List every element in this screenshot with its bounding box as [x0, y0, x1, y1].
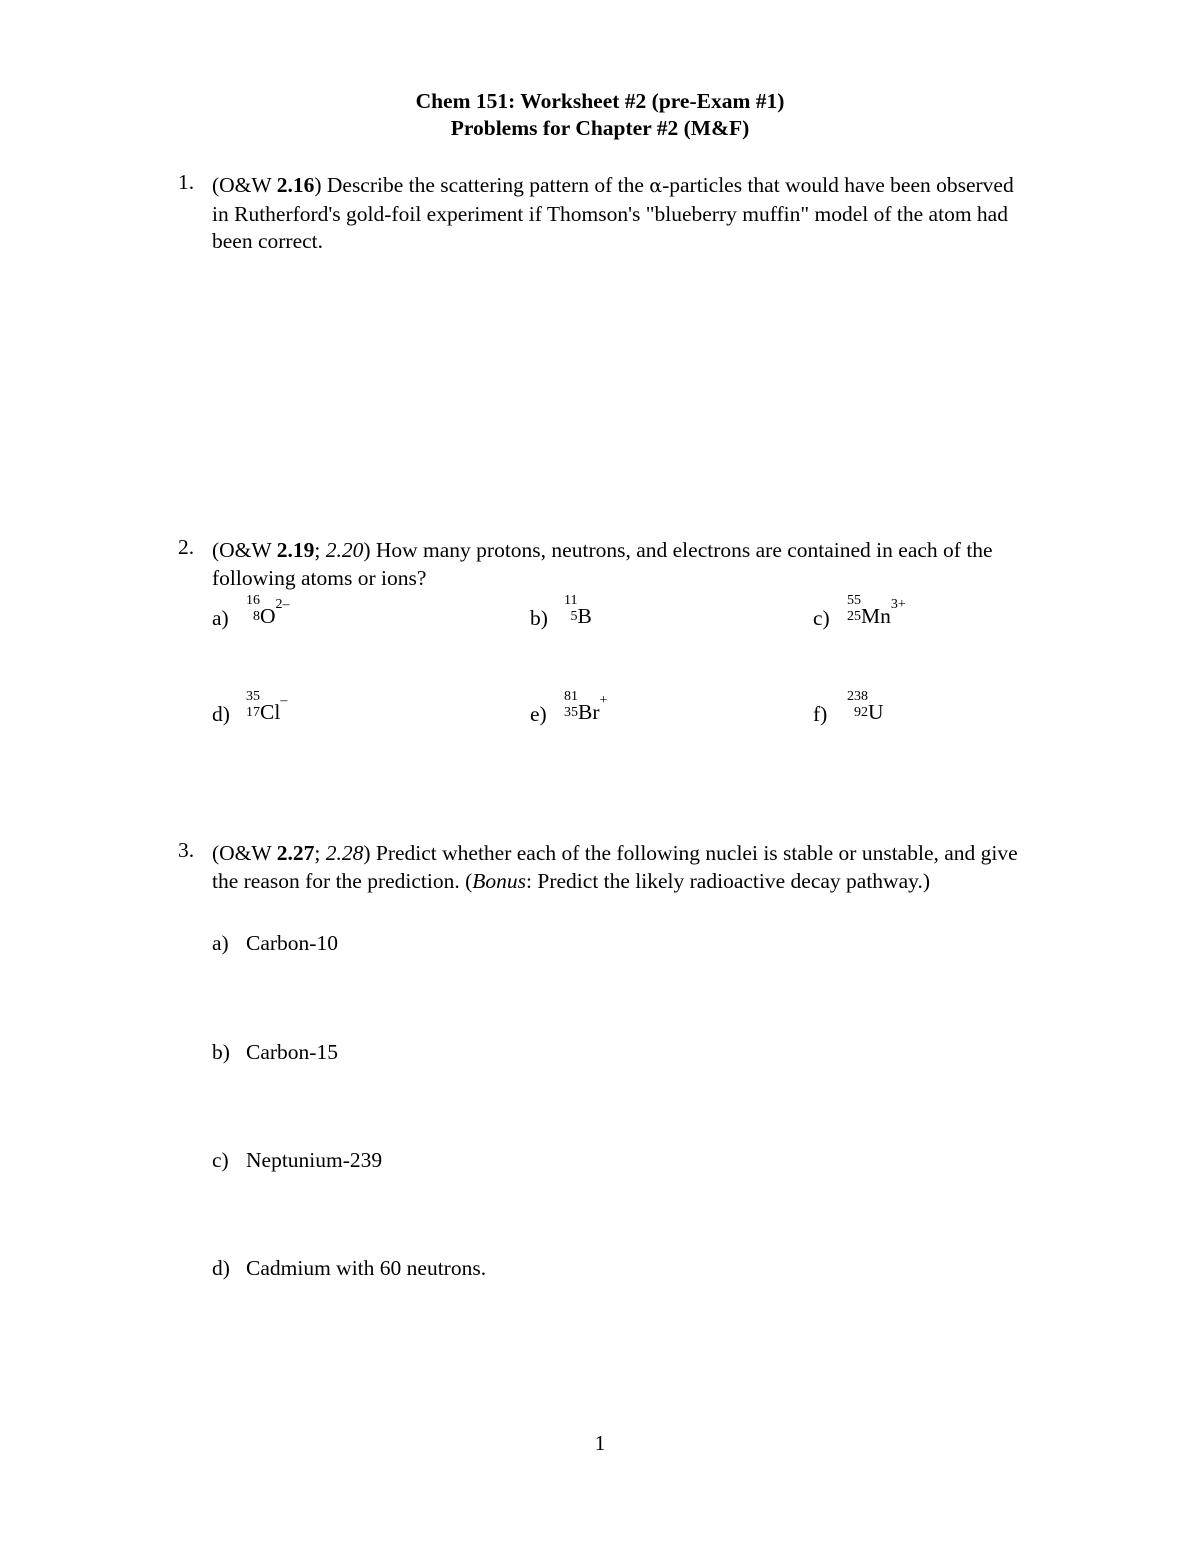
page-number: 1: [594, 1431, 606, 1455]
ref-open: (O&W: [212, 173, 277, 197]
element-symbol: U: [868, 700, 884, 724]
item-label: b): [212, 1040, 230, 1064]
part-label: e): [530, 702, 547, 726]
element-symbol: B: [577, 604, 592, 628]
ion-charge: –: [280, 693, 288, 708]
ref-bold: 2.27: [276, 841, 315, 865]
question-text: [212, 537, 1032, 592]
item-text: Neptunium-239: [246, 1148, 383, 1172]
part-label: f): [813, 702, 828, 726]
mass-number: 16: [246, 593, 260, 608]
text-part: -particles that would have been observed in Rutherford's gold-foil experiment if Thomson's "blueberry muffin" model of the atom had been correct.: [212, 173, 1014, 253]
text-part: How many protons, neutrons, and electrons are contained in each of the following atoms or ions?: [212, 538, 993, 590]
nuclide-notation: [564, 690, 607, 730]
item-label: c): [212, 1148, 229, 1172]
atomic-number: 17: [246, 705, 260, 720]
ref-open: (O&W: [212, 538, 277, 562]
part-label: d): [212, 702, 230, 726]
atomic-number: 35: [564, 705, 578, 720]
alpha-symbol: α: [649, 175, 663, 197]
item-label: a): [212, 931, 229, 955]
element-symbol: O: [260, 604, 276, 628]
question-number: 2.: [178, 535, 195, 559]
item-label: d): [212, 1256, 230, 1280]
ref-bold: 2.16: [276, 173, 315, 197]
ref-close: ): [363, 538, 371, 562]
mass-number: 81: [564, 689, 578, 704]
item-text: Carbon-15: [246, 1040, 338, 1064]
nuclide-notation: [246, 690, 287, 730]
mass-number: 55: [847, 593, 861, 608]
atomic-number: 8: [253, 609, 260, 624]
part-label: c): [813, 606, 830, 630]
question-number: 1.: [178, 170, 195, 194]
atomic-number: 92: [854, 705, 868, 720]
mass-number: 238: [847, 689, 868, 704]
part-label: a): [212, 606, 229, 630]
mass-number: 35: [246, 689, 260, 704]
ion-charge: 2–: [275, 597, 290, 612]
nuclide-notation: [564, 594, 592, 634]
element-symbol: Mn: [861, 604, 891, 628]
item-text: Cadmium with 60 neutrons.: [246, 1256, 487, 1280]
ref-sep: ;: [314, 841, 326, 865]
mass-number: 11: [564, 593, 578, 608]
ref-bold: 2.19: [276, 538, 315, 562]
ion-charge: 3+: [890, 597, 906, 612]
ref-italic: 2.20: [325, 538, 364, 562]
nuclide-notation: [246, 594, 290, 634]
page-subtitle: Problems for Chapter #2 (M&F): [450, 116, 750, 140]
bonus-label: Bonus: [472, 868, 527, 893]
nuclide-notation: [847, 690, 884, 730]
nuclide-notation: [847, 594, 906, 634]
item-text: Carbon-10: [246, 931, 338, 955]
ion-charge: +: [599, 693, 608, 708]
ref-close: ): [363, 841, 371, 865]
text-part: Describe the scattering pattern of the: [321, 173, 650, 197]
question-number: 3.: [178, 838, 195, 862]
element-symbol: Br: [578, 700, 600, 724]
element-symbol: Cl: [260, 700, 281, 724]
ref-open: (O&W: [212, 841, 277, 865]
ref-italic: 2.28: [325, 841, 364, 865]
ref-sep: ;: [314, 538, 326, 562]
page-title: Chem 151: Worksheet #2 (pre-Exam #1): [415, 89, 785, 113]
ref-close: ): [314, 173, 322, 197]
question-text: [212, 840, 1032, 895]
atomic-number: 5: [570, 609, 578, 624]
text-part: : Predict the likely radioactive decay pathway.): [526, 868, 931, 893]
atomic-number: 25: [847, 609, 861, 624]
worksheet-header: [0, 88, 1200, 142]
part-label: b): [530, 606, 548, 630]
question-text: [212, 172, 1032, 256]
text-part: Predict whether each of the following nuclei is stable or unstable, and give the reason for the prediction. (: [212, 841, 1018, 893]
